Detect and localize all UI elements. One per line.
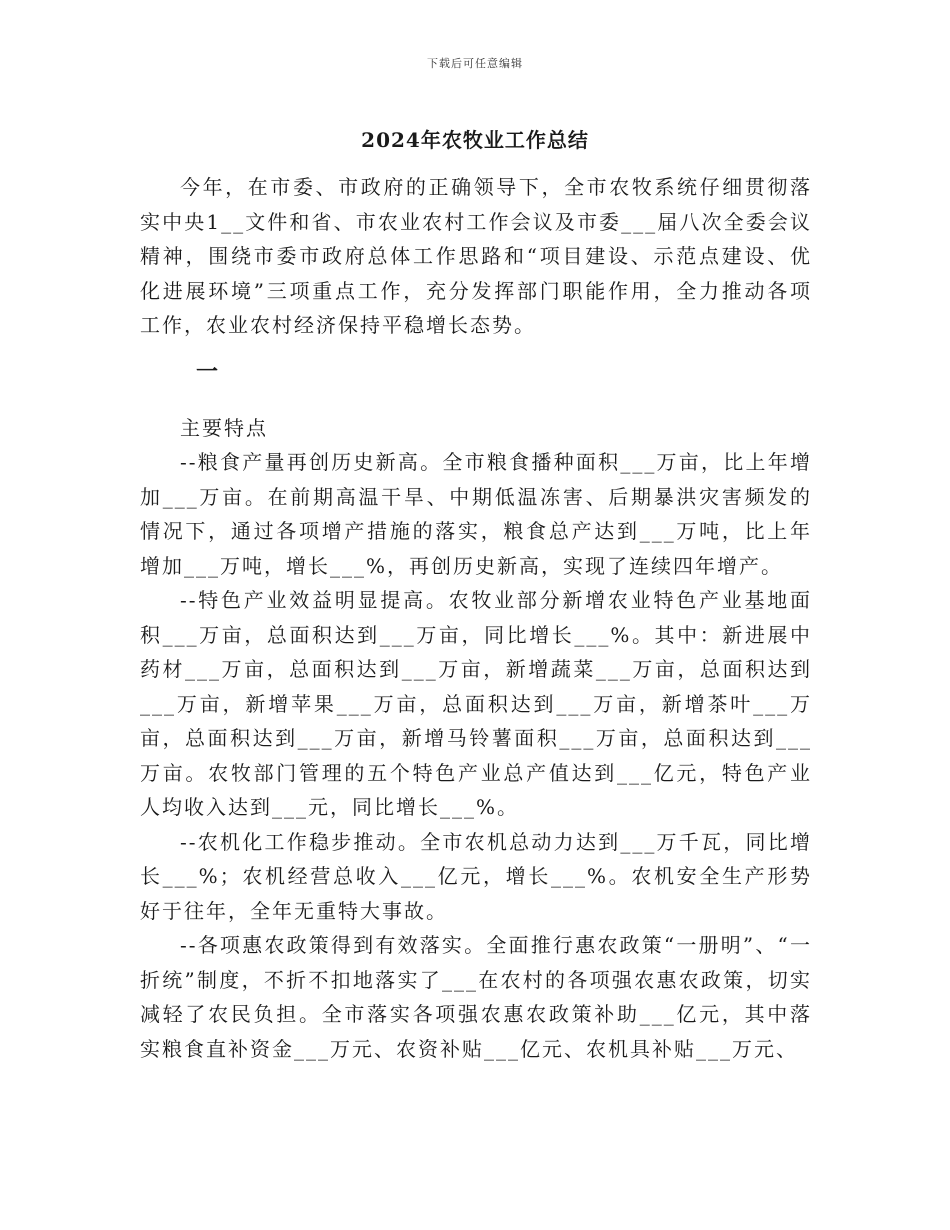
paragraph-policy: --各项惠农政策得到有效落实。全面推行惠农政策“一册明”、“一折统”制度，不折不扣地落实了___在农村的各项强农惠农政策，切实减轻了农民负担。全市落实各项强农惠农政策补助___亿元，其中落实粮食直补资金___万元、农资补贴___亿元、农机具补贴___万元、 <box>140 933 812 1061</box>
paragraph-specialty-industry: --特色产业效益明显提高。农牧业部分新增农业特色产业基地面积___万亩，总面积达到___万亩，同比增长___%。其中：新进展中药材___万亩，总面积达到___万亩，新增蔬菜___万亩，总面积达到___万亩，新增苹果___万亩，总面积达到___万亩，新增茶叶___万亩，总面积达到___万亩，新增马铃薯面积___万亩，总面积达到___万亩。农牧部门管理的五个特色产业总产值达到___亿元，特色产业人均收入达到___元，同比增长___%。 <box>140 588 812 819</box>
intro-paragraph: 今年，在市委、市政府的正确领导下，全市农牧系统仔细贯彻落实中央1__文件和省、市农业农村工作会议及市委___届八次全委会议精神，围绕市委市政府总体工作思路和“项目建设、示范点建设、优化进展环境”三项重点工作，充分发挥部门职能作用，全力推动各项工作，农业农村经济保持平稳增长态势。 <box>140 175 812 337</box>
paragraph-mechanization: --农机化工作稳步推动。全市农机总动力达到___万千瓦，同比增长___%；农机经营总收入___亿元，增长___%。农机安全生产形势好于往年，全年无重特大事故。 <box>140 829 812 923</box>
header-note: 下载后可任意编辑 <box>427 57 523 70</box>
document-body <box>140 170 812 1066</box>
document-title: 2024年农牧业工作总结 <box>361 128 589 152</box>
paragraph-grain-output: --粮食产量再创历史新高。全市粮食播种面积___万亩，比上年增加___万亩。在前期高温干旱、中期低温冻害、后期暴洪灾害频发的情况下，通过各项增产措施的落实，粮食总产达到___万吨，比上年增加___万吨，增长___%，再创历史新高，实现了连续四年增产。 <box>140 450 812 578</box>
section-heading: 主要特点 <box>180 415 268 440</box>
section-number: 一 <box>196 358 221 385</box>
